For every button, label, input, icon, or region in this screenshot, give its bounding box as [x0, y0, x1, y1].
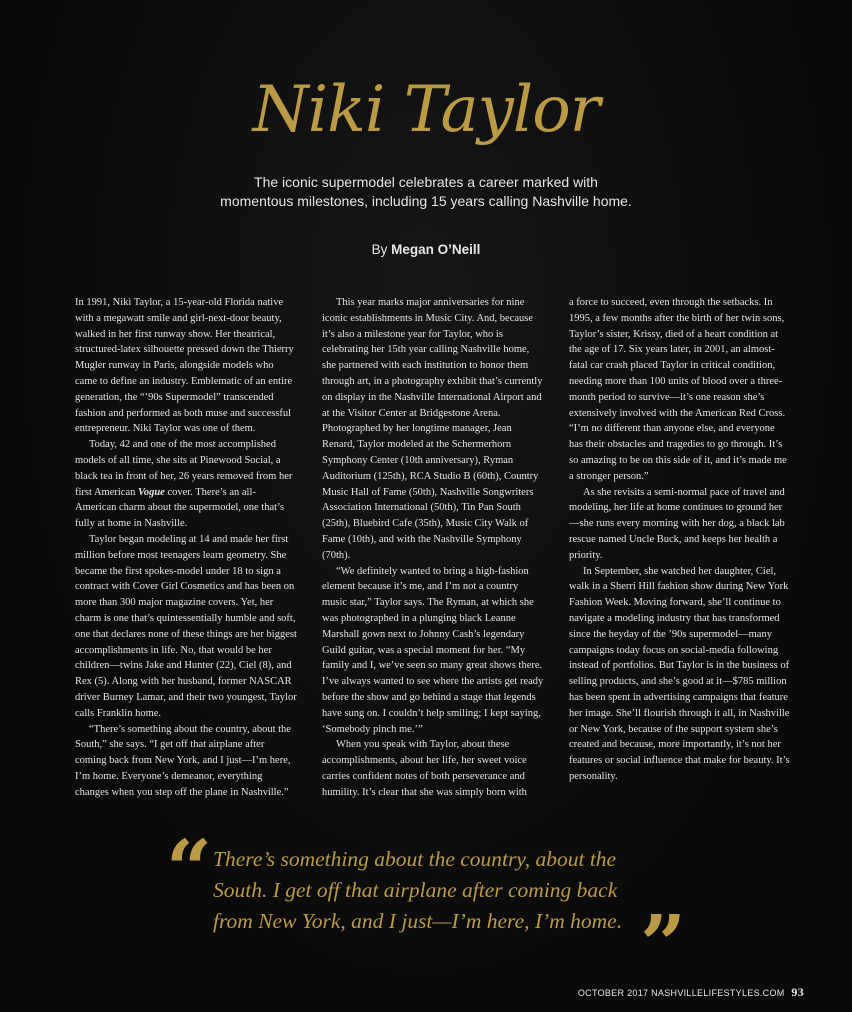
issue-date: OCTOBER 2017	[577, 988, 649, 998]
article-deck: The iconic supermodel celebrates a career marked with momentous milestones, including 15 years calling Nashville home.	[220, 174, 632, 209]
magazine-name: Vogue	[137, 486, 165, 498]
article-title: Niki Taylor	[252, 73, 600, 147]
paragraph: In 1991, Niki Taylor, a 15-year-old Florida native with a megawatt smile and girl-next-door beauty, walked in her first runway show. Her theatrical, structured-latex silhouette pressed down the Thierry Mugler runway in Paris, alongside models who came to define an industry. Emblematic of an entire generation, the “’90s Supermodel” transcended fashion and performed as both muse and successful entrepreneur. Niki Taylor was one of them.	[75, 297, 294, 435]
byline-prefix: By	[371, 242, 388, 257]
paragraph: a force to succeed, even through the setbacks. In 1995, a few months after the birth of her twin sons, Taylor’s sister, Krissy, died of a heart condition at the age of 17. Six years later, in 2001, an almost-fatal car crash placed Taylor in critical condition, needing more than 100 units of blood over a three-month period to survive—it’s one reason she’s extensively involved with the American Red Cross. “I’m no different than anyone else, and everyone has their obstacles and tragedies to go through. It’s so amazing to be on this side of it, and it’s made me a stronger person.”	[569, 297, 787, 482]
paragraph	[75, 437, 297, 532]
article-column-2	[322, 295, 544, 801]
text-run: Today, 42 and one of the most accomplished models of all time, she sits at Pinewood Social, a black tea in front of her, 26 years removed from her first American	[75, 439, 293, 498]
close-quote-icon: ”	[640, 897, 687, 991]
text-run: cover. There’s an all-American charm about the supermodel, one that’s fully at home in Nashville.	[75, 486, 285, 530]
byline	[0, 242, 852, 257]
page-number: 93	[791, 985, 804, 999]
article-column-1	[75, 295, 297, 801]
article-column-3	[569, 295, 791, 785]
paragraph: As she revisits a semi-normal pace of travel and modeling, her life at home continues to ground her—she runs every morning with her dog, a black lab rescue named Uncle Buck, and keeps her health a priority.	[569, 486, 785, 561]
paragraph: When you speak with Taylor, about these accomplishments, about her life, her sweet voice carries confident notes of both perseverance and humility. It’s clear that she was simply born with	[322, 739, 527, 798]
website: NASHVILLELIFESTYLES.COM	[651, 988, 785, 998]
paragraph: Taylor began modeling at 14 and made her first million before most teenagers learn geometry. She became the first spokes-model under 18 to sign a contract with Cover Girl Cosmetics and has been on more than 300 major magazine covers. Yet, her charm is one that’s quintessentially humble and soft, one that declares none of these things are her biggest accomplishments in life. No, that would be her children—twins Jake and Hunter (22), Ciel (8), and Rex (5). Along with her husband, former NASCAR driver Burney Lamar, and their two youngest, Taylor calls Franklin home.	[75, 533, 297, 719]
open-quote-icon: “	[166, 822, 213, 916]
byline-author: Megan O’Neill	[391, 242, 481, 257]
paragraph: “We definitely wanted to bring a high-fashion element because it’s me, and I’m not a country music star,” Taylor says. The Ryman, at which she was photographed in a plunging black Leanne Marshall gown next to Johnny Cash’s legendary Guild guitar, was a special moment for her. “My family and I, we’ve seen so many great shows there. I’ve always wanted to see where the artists get ready before the show and go behind a stage that legends have sung on. I couldn’t help smiling; I kept saying, ‘Somebody pinch me.’”	[322, 565, 544, 735]
pull-quote: There’s something about the country, about the South. I get off that airplane after coming back from New York, and I just—I’m here, I’m home.	[213, 847, 623, 933]
paragraph: This year marks major anniversaries for nine iconic establishments in Music City. And, because it’s also a milestone year for Taylor, who is celebrating her 15th year calling Nashville home, she partnered with each institution to honor them through art, in a photography exhibit that’s currently on display in the Nashville International Airport and at the Visitor Center at Bridgestone Arena. Photographed by her longtime manager, Jean Renard, Taylor modeled at the Schermerhorn Symphony Center (10th anniversary), Ryman Auditorium (125th), RCA Studio B (60th), Country Music Hall of Fame (50th), Nashville Songwriters Association International (50th), Tin Pan South (25th), Bluebird Cafe (35th), Music City Walk of Fame (10th), and with the Nashville Symphony (70th).	[322, 297, 543, 561]
page-footer	[578, 985, 804, 1000]
paragraph: “There’s something about the country, about the South,” she says. “I get off that airplane after coming back from New York, and I just—I’m here, I’m home. Everyone’s demeanor, everything changes when you step off the plane in Nashville.”	[75, 723, 291, 798]
paragraph: In September, she watched her daughter, Ciel, walk in a Sherri Hill fashion show during New York Fashion Week. Moving forward, she’ll continue to navigate a modeling industry that has transformed since the heyday of the ’90s supermodel—many campaigns today focus on social-media following instead of portfolios. But Taylor is in the business of selling products, and she’s good at it—$785 million has been spent in advertising campaigns that feature her image. She’ll flourish through it all, in Nashville or New York, because of the support system she’s created and because, more importantly, it’s not her features or social influence that make for beauty. It’s personality.	[569, 565, 790, 782]
